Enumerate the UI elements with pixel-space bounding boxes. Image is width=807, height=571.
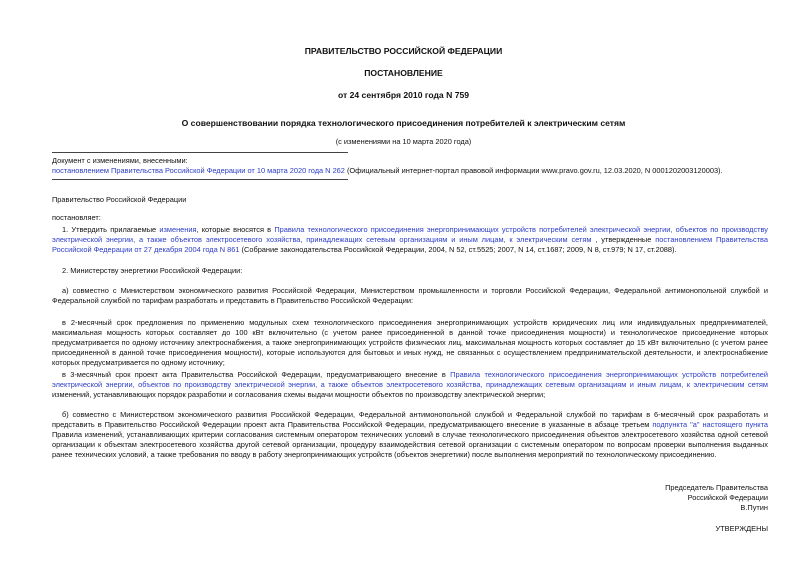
subparagraph-link[interactable]: подпункта "а" настоящего пункта [652, 420, 768, 429]
changes-note: (с изменениями на 10 марта 2020 года) [335, 137, 472, 146]
rules-link[interactable]: Правила технологического присоединения энергопринимающих устройств потребителей электрической энергии, объектов по производству электрической энергии, а также объектов электросетевого хозяйства, принадлежащих сетевым организациям и иным лицам, к электрическим сетям [52, 225, 769, 244]
p3m-text-b: изменений, устанавливающих порядок разработки и согласования схемы выдачи мощности объектов по производству электрической энергии; [52, 390, 546, 399]
paragraph-3-month [52, 370, 768, 400]
document-date-number: от 24 сентября 2010 года N 759 [337, 90, 470, 100]
changes-link[interactable]: постановлением Правительства Российской Федерации от 10 марта 2020 года N 262 [52, 166, 345, 175]
changes-source: (Официальный интернет-портал правовой информации www.pravo.gov.ru, 12.03.2020, N 0001202003120003). [344, 166, 723, 175]
separator-top [52, 152, 348, 153]
signature-name: В.Путин [740, 503, 768, 512]
paragraph-b [52, 410, 768, 460]
p1-text-c: , утвержденные [591, 235, 656, 244]
decides-label: постановляет: [52, 213, 101, 222]
changes-intro: Документ с изменениями, внесенными: [52, 156, 188, 165]
approved-label: УТВЕРЖДЕНЫ [715, 524, 768, 533]
government-heading: ПРАВИТЕЛЬСТВО РОССИЙСКОЙ ФЕДЕРАЦИИ [304, 46, 503, 56]
pb-text-a: б) совместно с Министерством экономического развития Российской Федерации, Федеральной антимонопольной службой и Федеральной службой по тарифам в 6-месячный срок разработать и представить в Правительство Российской Федерации проект акта Правительства Российской Федерации, предусматривающего внесение в указанные в абзаце третьем [52, 410, 768, 429]
signature-title-1: Председатель Правительства [665, 483, 768, 492]
resolution-861-link[interactable]: постановлением Правительства Российской Федерации от 27 декабря 2004 года N 861 [52, 235, 769, 254]
paragraph-2-month: в 2-месячный срок предложения по применению модульных схем технологического присоединения энергопринимающих устройств юридических лиц или индивидуальных предпринимателей, максимальная мощность которых составляет до 100 кВт включительно (с учетом ранее присоединенной в данной точке присоединения мощности) и технологическое присоединение которых предусматривается по одному источнику электроснабжения, а также энергопринимающих устройств физических лиц, максимальная мощность которых составляет до 15 кВт включительно (с учетом ранее присоединенной в данной точке присоединения мощности), которые используются для бытовых и иных нужд, не связанных с осуществлением предпринимательской деятельности, и электроснабжение которых предусматривается по одному источнику; [52, 318, 768, 367]
p1-text-b: , которые вносятся в [196, 225, 275, 234]
signature-block [665, 483, 768, 513]
p1-text-a: 1. Утвердить прилагаемые [62, 225, 160, 234]
paragraph-1 [52, 225, 768, 255]
signature-title-2: Российской Федерации [687, 493, 768, 502]
changes-block [52, 166, 768, 176]
paragraph-a: а) совместно с Министерством экономического развития Российской Федерации, Министерством промышленности и торговли Российской Федерации, Федеральной антимонопольной службой и Федеральной службой по тарифам разработать и представить в Правительство Российской Федерации: [52, 286, 768, 305]
paragraph-2: 2. Министерству энергетики Российской Федерации: [62, 266, 243, 275]
separator-bottom [52, 179, 348, 180]
government-line: Правительство Российской Федерации [52, 195, 187, 204]
changes-link-1[interactable]: изменения [159, 225, 197, 234]
pb-text-b: Правила изменений, устанавливающих критерии согласования системным оператором технических условий в случае технологического присоединения объектов электросетевого хозяйства одной сетевой организации к объектам электросетевого хозяйства другой сетевой организации, процедуру взаимодействия сетевой организации с системным оператором по вопросам проверки выполнения выданных ранее технических условий, а также требования по вводу в работу энергопринимающих устройств (объектов энергетики) после выполнения мероприятий по технологическому присоединению. [52, 430, 768, 459]
rules-link-2[interactable]: Правила технологического присоединения энергопринимающих устройств потребителей электрической энергии, объектов по производству электрической энергии, а также объектов электросетевого хозяйства, принадлежащих сетевым организациям и иным лицам, к электрическим сетям [52, 370, 769, 389]
document-type: ПОСТАНОВЛЕНИЕ [364, 68, 443, 78]
p3m-text-a: в 3-месячный срок проект акта Правительства Российской Федерации, предусматривающего внесение в [62, 370, 451, 379]
document-title: О совершенствовании порядка технологического присоединения потребителей к электрическим сетям [181, 118, 626, 128]
p1-text-d: (Собрание законодательства Российской Федерации, 2004, N 52, ст.5525; 2007, N 14, ст.1687; 2009, N 8, ст.979; N 17, ст.2088). [239, 245, 677, 254]
